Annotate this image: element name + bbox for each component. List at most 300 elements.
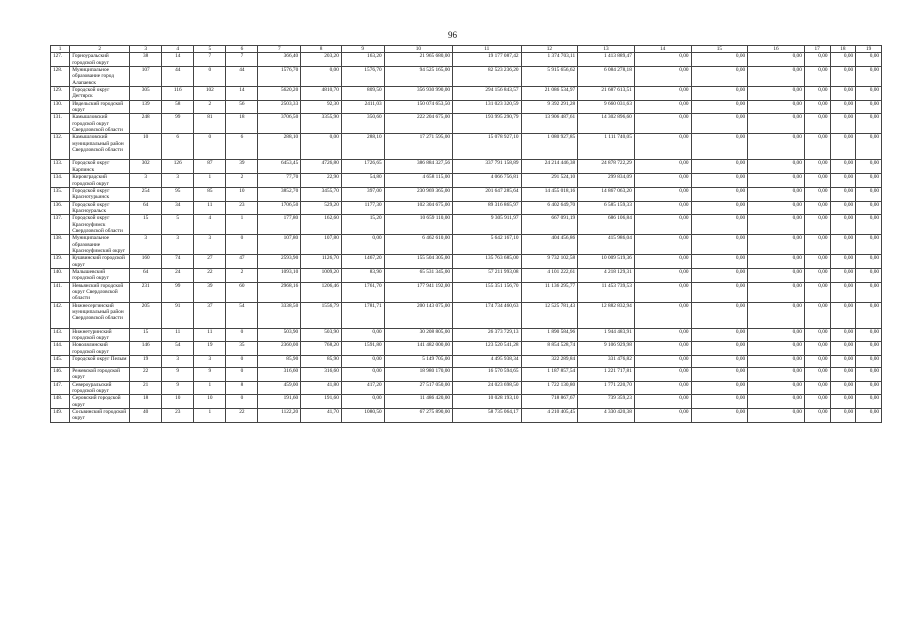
value-cell: 0,00 [830,53,856,67]
row-index-cell: 148. [51,395,70,409]
count-cell: 102 [194,87,226,101]
value-cell: 0,00 [804,215,830,235]
value-cell: 6 462 610,00 [384,235,452,255]
value-cell: 356 930 990,00 [384,87,452,101]
value-cell: 0,00 [691,328,748,342]
value-cell: 350,60 [341,114,384,134]
count-cell: 231 [130,282,162,302]
count-cell: 248 [130,114,162,134]
value-cell: 2968,16 [258,282,301,302]
value-cell: 288,10 [341,134,384,160]
value-cell: 41,80 [301,381,342,395]
count-cell: 19 [194,342,226,356]
value-cell: 57 211 993,08 [453,268,521,282]
value-cell: 0,00 [341,395,384,409]
count-cell: 54 [226,302,258,328]
value-cell: 123 520 541,28 [453,342,521,356]
value-cell: 0,00 [856,201,882,215]
value-cell: 0,00 [691,114,748,134]
value-cell: 0,00 [691,282,748,302]
value-cell: 21 687 613,51 [578,87,635,101]
municipality-name-cell: Муниципальное образование Красноуфимский округ [70,235,130,255]
value-cell: 107,80 [301,235,342,255]
table-row [51,328,882,342]
count-cell: 9 [162,381,194,395]
row-index-cell: 138. [51,235,70,255]
municipality-name-cell: Кировградский городской округ [70,174,130,188]
value-cell: 4 210 405,45 [521,409,578,423]
count-cell: 11 [194,201,226,215]
table-row [51,174,882,188]
column-number-11: 11 [453,46,521,53]
value-cell: 3706,50 [258,114,301,134]
count-cell: 10 [162,395,194,409]
count-cell: 11 [162,328,194,342]
value-cell: 0,00 [804,356,830,368]
value-cell: 0,00 [748,342,805,356]
count-cell: 47 [226,255,258,269]
count-cell: 27 [194,255,226,269]
value-cell: 67 275 890,00 [384,409,452,423]
value-cell: 0,00 [856,187,882,201]
count-cell: 7 [194,53,226,67]
value-cell: 9 305 911,97 [453,215,521,235]
value-cell: 1576,70 [341,67,384,87]
value-cell: 155 504 305,00 [384,255,452,269]
value-cell: 0,00 [804,67,830,87]
value-cell: 4726,80 [301,160,342,174]
count-cell: 126 [162,160,194,174]
value-cell: 5 149 705,00 [384,356,452,368]
count-cell: 1 [226,215,258,235]
value-cell: 177,80 [258,215,301,235]
count-cell: 81 [194,114,226,134]
row-index-cell: 129. [51,87,70,101]
value-cell: 1 722 130,80 [521,381,578,395]
column-number-10: 10 [384,46,452,53]
value-cell: 686 106,84 [578,215,635,235]
value-cell: 0,00 [804,87,830,101]
value-cell: 230 969 365,00 [384,187,452,201]
value-cell: 0,00 [634,134,691,160]
count-cell: 87 [194,160,226,174]
value-cell: 0,00 [804,409,830,423]
value-cell: 316,60 [301,368,342,382]
value-cell: 14 302 896,60 [578,114,635,134]
value-cell: 0,00 [804,53,830,67]
value-cell: 1576,70 [258,67,301,87]
column-number-1: 1 [51,46,70,53]
value-cell: 141 482 000,00 [384,342,452,356]
value-cell: 162,60 [301,215,342,235]
value-cell: 0,00 [830,302,856,328]
value-cell: 288,10 [258,134,301,160]
value-cell: 2411,03 [341,100,384,114]
value-cell: 0,00 [634,67,691,87]
value-cell: 41,70 [301,409,342,423]
value-cell: 417,20 [341,381,384,395]
municipality-name-cell: Малышевский городской округ [70,268,130,282]
value-cell: 1177,30 [341,201,384,215]
count-cell: 23 [226,201,258,215]
value-cell: 1 374 703,11 [521,53,578,67]
count-cell: 37 [194,302,226,328]
count-cell: 7 [226,53,258,67]
value-cell: 1706,50 [258,201,301,215]
value-cell: 82 523 236,20 [453,67,521,87]
row-index-cell: 139. [51,255,70,269]
count-cell: 2 [226,268,258,282]
value-cell: 177 941 192,00 [384,282,452,302]
value-cell: 0,00 [634,302,691,328]
value-cell: 102 304 675,00 [384,201,452,215]
value-cell: 0,00 [748,235,805,255]
value-cell: 1 221 717,81 [578,368,635,382]
value-cell: 0,00 [804,381,830,395]
value-cell: 0,00 [830,215,856,235]
value-cell: 0,00 [691,381,748,395]
count-cell: 60 [226,282,258,302]
value-cell: 4 495 938,34 [453,356,521,368]
count-cell: 0 [226,235,258,255]
table-row [51,282,882,302]
table-row [51,302,882,328]
municipality-name-cell: Муниципальное образование город Алапаевск [70,67,130,87]
value-cell: 0,00 [634,356,691,368]
count-cell: 9 [162,368,194,382]
count-cell: 14 [226,87,258,101]
value-cell: 0,00 [691,174,748,188]
value-cell: 0,00 [804,328,830,342]
count-cell: 0 [194,134,226,160]
column-number-8: 8 [301,46,342,53]
row-index-cell: 143. [51,328,70,342]
value-cell: 0,00 [856,282,882,302]
value-cell: 1122,20 [258,409,301,423]
value-cell: 1556,79 [301,302,342,328]
value-cell: 0,00 [634,114,691,134]
count-cell: 22 [226,409,258,423]
value-cell: 14 867 063,20 [578,187,635,201]
count-cell: 1 [194,409,226,423]
value-cell: 459,00 [258,381,301,395]
value-cell: 0,00 [804,282,830,302]
value-cell: 4 101 222,61 [521,268,578,282]
column-number-7: 7 [258,46,301,53]
count-cell: 3 [194,235,226,255]
count-cell: 4 [194,215,226,235]
value-cell: 0,00 [748,215,805,235]
value-cell: 0,00 [691,100,748,114]
value-cell: 94 525 165,00 [384,67,452,87]
count-cell: 3 [130,235,162,255]
value-cell: 0,00 [634,215,691,235]
value-cell: 9 392 291,28 [521,100,578,114]
value-cell: 415 986,04 [578,235,635,255]
value-cell: 0,00 [691,215,748,235]
value-cell: 0,00 [856,302,882,328]
count-cell: 18 [226,114,258,134]
value-cell: 366,40 [258,53,301,67]
value-cell: 2360,00 [258,342,301,356]
value-cell: 503,90 [258,328,301,342]
count-cell: 139 [130,100,162,114]
value-cell: 0,00 [634,87,691,101]
value-cell: 397,00 [341,187,384,201]
value-cell: 0,00 [748,53,805,67]
value-cell: 201 647 285,64 [453,187,521,201]
count-cell: 2 [194,100,226,114]
count-cell: 6 [162,134,194,160]
value-cell: 13 906 487,61 [521,114,578,134]
column-number-3: 3 [130,46,162,53]
count-cell: 24 [162,268,194,282]
value-cell: 316,60 [258,368,301,382]
value-cell: 0,00 [748,201,805,215]
row-index-cell: 147. [51,381,70,395]
count-cell: 22 [194,268,226,282]
value-cell: 0,00 [634,381,691,395]
value-cell: 0,00 [804,201,830,215]
value-cell: 222 204 675,00 [384,114,452,134]
count-cell: 99 [162,114,194,134]
count-cell: 39 [226,160,258,174]
value-cell: 0,00 [830,268,856,282]
value-cell: 0,00 [634,255,691,269]
count-cell: 0 [226,328,258,342]
municipality-name-cell: Ивдельский городской округ [70,100,130,114]
value-cell: 21 965 680,00 [384,53,452,67]
municipality-name-cell: Камышловский городской округ Свердловской области [70,114,130,134]
value-cell: 0,00 [830,100,856,114]
value-cell: 0,00 [830,235,856,255]
value-cell: 15 078 927,10 [453,134,521,160]
value-cell: 0,00 [691,187,748,201]
row-index-cell: 136. [51,201,70,215]
value-cell: 3355,90 [301,114,342,134]
value-cell: 0,00 [691,67,748,87]
value-cell: 0,00 [748,268,805,282]
value-cell: 0,00 [856,381,882,395]
municipality-name-cell: Городской округ Краснотурьинск [70,187,130,201]
value-cell: 92,30 [301,100,342,114]
value-cell: 193 995 290,79 [453,114,521,134]
row-index-cell: 149. [51,409,70,423]
value-cell: 0,00 [748,356,805,368]
value-cell: 0,00 [856,174,882,188]
row-index-cell: 142. [51,302,70,328]
count-cell: 3 [162,174,194,188]
table-row [51,67,882,87]
value-cell: 0,00 [856,87,882,101]
value-cell: 5620,20 [258,87,301,101]
row-index-cell: 132. [51,134,70,160]
row-index-cell: 146. [51,368,70,382]
value-cell: 174 734 460,63 [453,302,521,328]
value-cell: 6453,45 [258,160,301,174]
value-cell: 0,00 [804,235,830,255]
value-cell: 0,00 [691,409,748,423]
value-cell: 0,00 [634,201,691,215]
column-number-19: 19 [856,46,882,53]
value-cell: 203,20 [301,53,342,67]
value-cell: 2593,90 [258,255,301,269]
value-cell: 0,00 [748,174,805,188]
value-cell: 1080,50 [341,409,384,423]
value-cell: 0,00 [830,67,856,87]
value-cell: 65 531 345,00 [384,268,452,282]
count-cell: 85 [194,187,226,201]
value-cell: 0,00 [634,395,691,409]
value-cell: 3455,70 [301,187,342,201]
value-cell: 0,00 [634,268,691,282]
value-cell: 24 214 446,38 [521,160,578,174]
value-cell: 4 066 756,81 [453,174,521,188]
value-cell: 1 080 927,85 [521,134,578,160]
column-number-4: 4 [162,46,194,53]
column-number-2: 2 [70,46,130,53]
row-index-cell: 137. [51,215,70,235]
value-cell: 107,80 [258,235,301,255]
value-cell: 0,00 [830,134,856,160]
table-row [51,100,882,114]
row-index-cell: 133. [51,160,70,174]
value-cell: 294 156 843,57 [453,87,521,101]
value-cell: 22,90 [301,174,342,188]
value-cell: 0,00 [830,187,856,201]
value-cell: 191,60 [258,395,301,409]
value-cell: 0,00 [748,87,805,101]
value-cell: 1 890 584,96 [521,328,578,342]
count-cell: 15 [130,215,162,235]
value-cell: 1591,80 [341,342,384,356]
value-cell: 1726,65 [341,160,384,174]
value-cell: 3338,50 [258,302,301,328]
value-cell: 0,00 [301,134,342,160]
value-cell: 135 763 685,00 [453,255,521,269]
value-cell: 0,00 [634,342,691,356]
value-cell: 0,00 [856,342,882,356]
value-cell: 24 023 698,50 [453,381,521,395]
value-cell: 0,00 [691,255,748,269]
value-cell: 58 735 064,17 [453,409,521,423]
count-cell: 0 [226,356,258,368]
value-cell: 26 373 729,13 [453,328,521,342]
column-number-18: 18 [830,46,856,53]
table-row [51,215,882,235]
municipality-name-cell: Городской округ Пелым [70,356,130,368]
value-cell: 0,00 [691,201,748,215]
value-cell: 1126,70 [301,255,342,269]
row-index-cell: 130. [51,100,70,114]
value-cell: 155 351 156,70 [453,282,521,302]
value-cell: 6 084 278,18 [578,67,635,87]
value-cell: 322 289,84 [521,356,578,368]
municipality-name-cell: Городской округ Красноуфимск Свердловской области [70,215,130,235]
value-cell: 0,00 [830,342,856,356]
value-cell: 11 453 739,53 [578,282,635,302]
value-cell: 0,00 [341,356,384,368]
municipality-name-cell: Сосьвинский городской округ [70,409,130,423]
value-cell: 809,50 [341,87,384,101]
value-cell: 14 455 018,16 [521,187,578,201]
row-index-cell: 134. [51,174,70,188]
value-cell: 150 074 653,50 [384,100,452,114]
value-cell: 1761,70 [341,282,384,302]
value-cell: 0,00 [691,53,748,67]
value-cell: 0,00 [804,302,830,328]
value-cell: 85,90 [301,356,342,368]
value-cell: 0,00 [634,187,691,201]
municipality-name-cell: Североуральский городской округ [70,381,130,395]
count-cell: 44 [226,67,258,87]
value-cell: 1 771 220,70 [578,381,635,395]
value-cell: 83,90 [341,268,384,282]
value-cell: 9 660 031,63 [578,100,635,114]
value-cell: 0,00 [804,160,830,174]
value-cell: 0,00 [830,114,856,134]
value-cell: 0,00 [748,368,805,382]
value-cell: 299 834,09 [578,174,635,188]
count-cell: 10 [226,187,258,201]
count-cell: 95 [162,187,194,201]
count-cell: 18 [130,395,162,409]
value-cell: 0,00 [634,160,691,174]
value-cell: 0,00 [856,268,882,282]
count-cell: 54 [162,342,194,356]
count-cell: 146 [130,342,162,356]
value-cell: 0,00 [830,160,856,174]
value-cell: 0,00 [804,268,830,282]
table-row [51,268,882,282]
count-cell: 8 [226,381,258,395]
count-cell: 21 [130,381,162,395]
value-cell: 0,00 [341,328,384,342]
value-cell: 0,00 [634,328,691,342]
municipality-name-cell: Серовский городской округ [70,395,130,409]
value-cell: 0,00 [830,395,856,409]
count-cell: 38 [130,53,162,67]
value-cell: 0,00 [856,134,882,160]
value-cell: 1093,10 [258,268,301,282]
count-cell: 64 [130,201,162,215]
value-cell: 1206,46 [301,282,342,302]
count-cell: 6 [226,134,258,160]
value-cell: 0,00 [830,356,856,368]
table-row [51,368,882,382]
value-cell: 0,00 [748,328,805,342]
count-cell: 10 [194,395,226,409]
value-cell: 0,00 [856,160,882,174]
value-cell: 30 208 805,00 [384,328,452,342]
count-cell: 0 [226,395,258,409]
value-cell: 4 658 115,00 [384,174,452,188]
row-index-cell: 141. [51,282,70,302]
table-row [51,409,882,423]
value-cell: 12 882 832,94 [578,302,635,328]
value-cell: 0,00 [634,282,691,302]
row-index-cell: 140. [51,268,70,282]
count-cell: 14 [162,53,194,67]
row-index-cell: 131. [51,114,70,134]
count-cell: 3 [162,356,194,368]
count-cell: 22 [130,368,162,382]
value-cell: 89 316 865,97 [453,201,521,215]
value-cell: 529,20 [301,201,342,215]
value-cell: 9 106 929,98 [578,342,635,356]
value-cell: 0,00 [691,342,748,356]
count-cell: 40 [130,409,162,423]
